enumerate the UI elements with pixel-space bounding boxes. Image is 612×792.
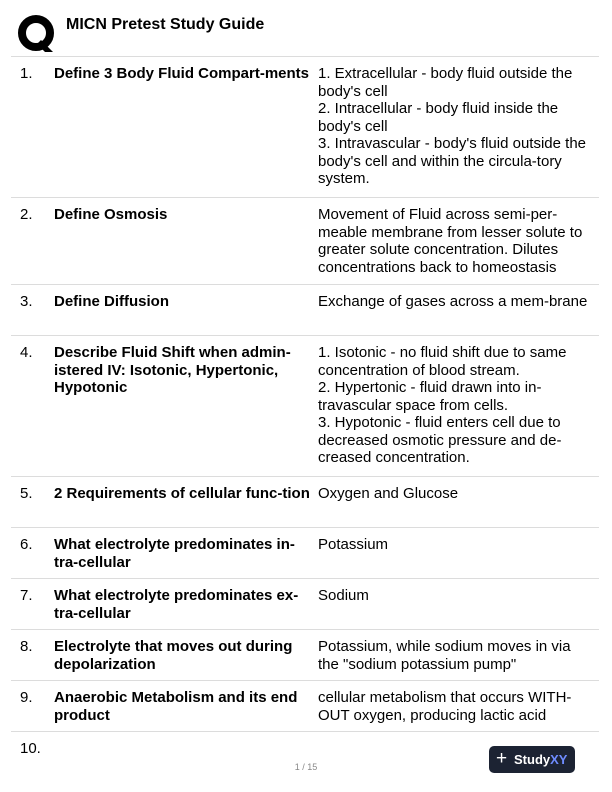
row-definition: Sodium xyxy=(318,587,369,604)
table-row xyxy=(11,578,599,629)
row-number: 1. xyxy=(20,65,33,82)
table-row xyxy=(11,476,599,527)
studyxy-badge[interactable] xyxy=(489,746,575,773)
brand-main: Study xyxy=(514,752,551,767)
table-row xyxy=(11,197,599,284)
row-term: Define Diffusion xyxy=(54,293,169,310)
row-number: 3. xyxy=(20,293,33,310)
row-term: Electrolyte that moves out during depolarization xyxy=(54,638,293,673)
row-number: 7. xyxy=(20,587,33,604)
row-number: 4. xyxy=(20,344,33,361)
row-number: 9. xyxy=(20,689,33,706)
row-number: 5. xyxy=(20,485,33,502)
plus-icon: + xyxy=(496,748,508,769)
row-definition: cellular metabolism that occurs WITH-OUT oxygen, producing lactic acid xyxy=(318,689,572,724)
page-header xyxy=(0,0,612,58)
row-definition: Movement of Fluid across semi-per-meable membrane from lesser solute to greater solute concentration. Dilutes concentrations back to homeostasis xyxy=(318,206,583,276)
q-logo-icon xyxy=(17,14,57,54)
table-row xyxy=(11,56,599,197)
row-definition: Potassium, while sodium moves in via the "sodium potassium pump" xyxy=(318,638,571,673)
row-definition: 1. Isotonic - no fluid shift due to same concentration of blood stream. 2. Hypertonic - fluid drawn into in-travascular space from cells. 3. Hypotonic - fluid enters cell due to decreased osmotic pressure and de-creased concentration. xyxy=(318,344,567,466)
study-table xyxy=(11,56,599,767)
row-definition: Oxygen and Glucose xyxy=(318,485,459,502)
page-number: 1 / 15 xyxy=(294,762,318,772)
brand-accent: XY xyxy=(550,752,568,767)
table-row xyxy=(11,284,599,335)
table-row xyxy=(11,680,599,731)
row-number: 6. xyxy=(20,536,33,553)
row-term: What electrolyte predominates in-tra-cellular xyxy=(54,536,295,571)
row-term: What electrolyte predominates ex-tra-cellular xyxy=(54,587,299,622)
row-definition: Potassium xyxy=(318,536,389,553)
row-number: 8. xyxy=(20,638,33,655)
table-row xyxy=(11,335,599,476)
row-definition: 1. Extracellular - body fluid outside the body's cell 2. Intracellular - body fluid inside the body's cell 3. Intravascular - body's fluid outside the body's cell and within the circula-tory system. xyxy=(318,65,587,187)
row-number: 10. xyxy=(20,740,41,757)
row-term: 2 Requirements of cellular func-tion xyxy=(54,485,310,502)
row-definition: Exchange of gases across a mem-brane xyxy=(318,293,588,310)
row-term: Define Osmosis xyxy=(54,206,168,223)
row-term: Describe Fluid Shift when admin-istered IV: Isotonic, Hypertonic, Hypotonic xyxy=(54,344,291,396)
table-row xyxy=(11,629,599,680)
brand-name xyxy=(514,752,567,767)
row-term: Anaerobic Metabolism and its end product xyxy=(54,689,298,724)
table-row xyxy=(11,527,599,578)
row-number: 2. xyxy=(20,206,33,223)
row-term: Define 3 Body Fluid Compart-ments xyxy=(54,65,310,82)
document-title: MICN Pretest Study Guide xyxy=(66,16,265,33)
